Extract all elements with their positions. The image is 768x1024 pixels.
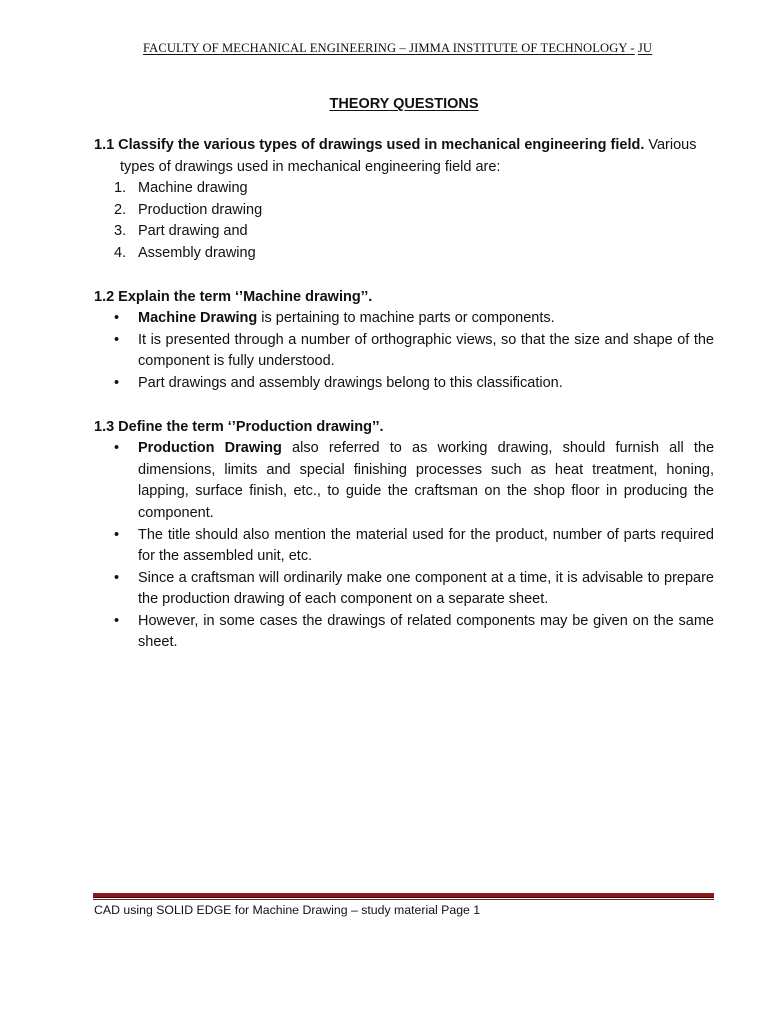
- footer-rule-thin: [93, 899, 714, 900]
- bullet-icon: •: [114, 569, 120, 586]
- list-item: 3. Part drawing and: [114, 223, 248, 240]
- bullet-icon: •: [114, 331, 120, 348]
- question-1-1: [94, 135, 714, 178]
- question-1-1-intro-b: types of drawings used in mechanical engineering field are:: [120, 158, 501, 175]
- list-item: • Machine Drawing is pertaining to machine parts or components.: [94, 308, 714, 330]
- list-item: • It is presented through a number of orthographic views, so that the size and shape of the component is fully understood.: [114, 331, 714, 370]
- list-item: 2. Production drawing: [114, 201, 263, 218]
- bullet-icon: •: [114, 440, 120, 457]
- bullet-icon: •: [114, 612, 120, 629]
- header-line-1: FACULTY OF MECHANICAL ENGINEERING – JIMMA INSTITUTE OF TECHNOLOGY -: [143, 41, 635, 55]
- list-item: 1. Machine drawing: [114, 180, 248, 197]
- question-1-2: [94, 287, 714, 309]
- drawing-types-list: [94, 178, 714, 264]
- page-header: [94, 40, 712, 56]
- document-body: [94, 135, 714, 654]
- footer-rule: [93, 893, 714, 898]
- list-item: 4. Assembly drawing: [114, 244, 256, 261]
- question-1-2-heading: 1.2 Explain the term ‘’Machine drawing’’.: [94, 288, 373, 305]
- question-1-3: [94, 417, 714, 439]
- machine-drawing-bullets: [94, 308, 714, 394]
- page-title: THEORY QUESTIONS: [329, 96, 479, 112]
- list-item: • Production Drawing also referred to as working drawing, should furnish all the dimensions, limits and special finishing processes such as heat treatment, honing, lapping, surface finish, etc., to guide the craftsman on the shop floor in producing the component.: [114, 440, 715, 521]
- list-item: • Part drawings and assembly drawings belong to this classification.: [94, 373, 714, 395]
- header-line-2: JU: [637, 41, 653, 55]
- bullet-icon: •: [114, 526, 120, 543]
- question-1-1-heading: 1.1 Classify the various types of drawings used in mechanical engineering field.: [94, 137, 645, 153]
- production-drawing-bullets: [94, 438, 714, 654]
- list-item: • The title should also mention the material used for the product, number of parts required for the assembled unit, etc.: [114, 526, 714, 565]
- bullet-icon: •: [114, 310, 120, 327]
- page-footer: CAD using SOLID EDGE for Machine Drawing – study material Page 1: [94, 903, 481, 917]
- list-item: • Since a craftsman will ordinarily make one component at a time, it is advisable to prepare the production drawing of each component on a separate sheet.: [114, 569, 714, 608]
- bullet-icon: •: [114, 374, 120, 391]
- list-item: • However, in some cases the drawings of related components may be given on the same sheet.: [114, 612, 714, 651]
- question-1-3-heading: 1.3 Define the term ‘’Production drawing’’.: [94, 418, 384, 435]
- question-1-1-intro-a: Various: [648, 137, 697, 153]
